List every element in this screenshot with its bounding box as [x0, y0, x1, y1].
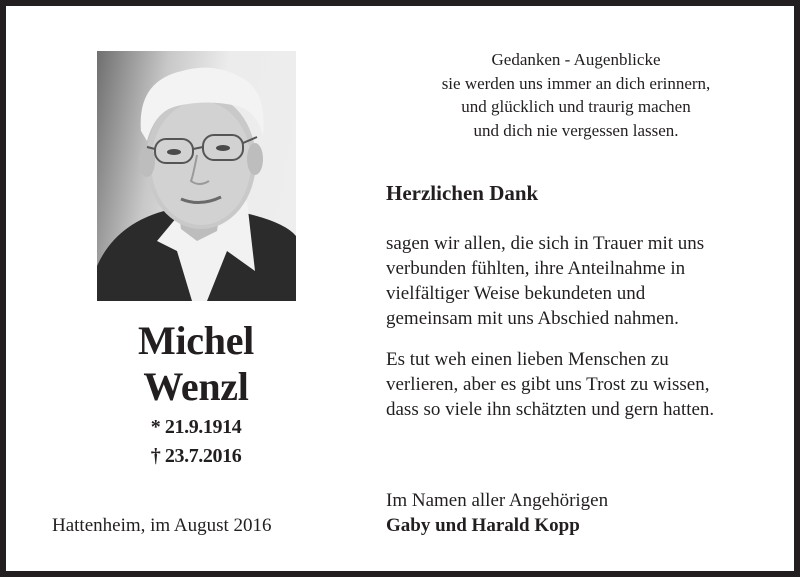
portrait-photo: [97, 51, 296, 301]
poem-line: Gedanken - Augenblicke: [491, 50, 661, 69]
thanks-heading: Herzlichen Dank: [386, 181, 539, 205]
thanks-paragraph-2: [386, 347, 786, 422]
paragraph-line: vielfältiger Weise bekundeten und: [386, 283, 646, 304]
birth-date: * 21.9.1914: [150, 416, 242, 438]
signature-intro: Im Namen aller Angehörigen: [386, 490, 609, 511]
poem-line: und dich nie vergessen lassen.: [473, 120, 679, 140]
paragraph-line: Es tut weh einen lieben Menschen zu: [386, 349, 669, 370]
poem-line: und glücklich und traurig machen: [461, 97, 691, 116]
place-and-date: Hattenheim, im August 2016: [52, 515, 272, 536]
signature-block: [386, 488, 608, 538]
portrait-image: [97, 51, 296, 301]
poem-line: sie werden uns immer an dich erinnern,: [441, 73, 711, 93]
paragraph-line: verbunden fühlten, ihre Anteilnahme in: [386, 258, 686, 279]
thanks-paragraph-1: [386, 231, 786, 331]
deceased-first-name: Michel: [138, 318, 254, 363]
paragraph-line: sagen wir allen, die sich in Trauer mit uns: [386, 233, 705, 254]
death-date: † 23.7.2016: [150, 445, 242, 467]
paragraph-line: verlieren, aber es gibt uns Trost zu wissen,: [386, 374, 710, 395]
deceased-last-name: Wenzl: [143, 364, 249, 409]
paragraph-line: gemeinsam mit uns Abschied nahmen.: [386, 308, 679, 329]
poem: [386, 48, 766, 142]
signature-names: Gaby und Harald Kopp: [386, 515, 580, 536]
paragraph-line: dass so viele ihn schätzten und gern hatten.: [386, 399, 715, 420]
